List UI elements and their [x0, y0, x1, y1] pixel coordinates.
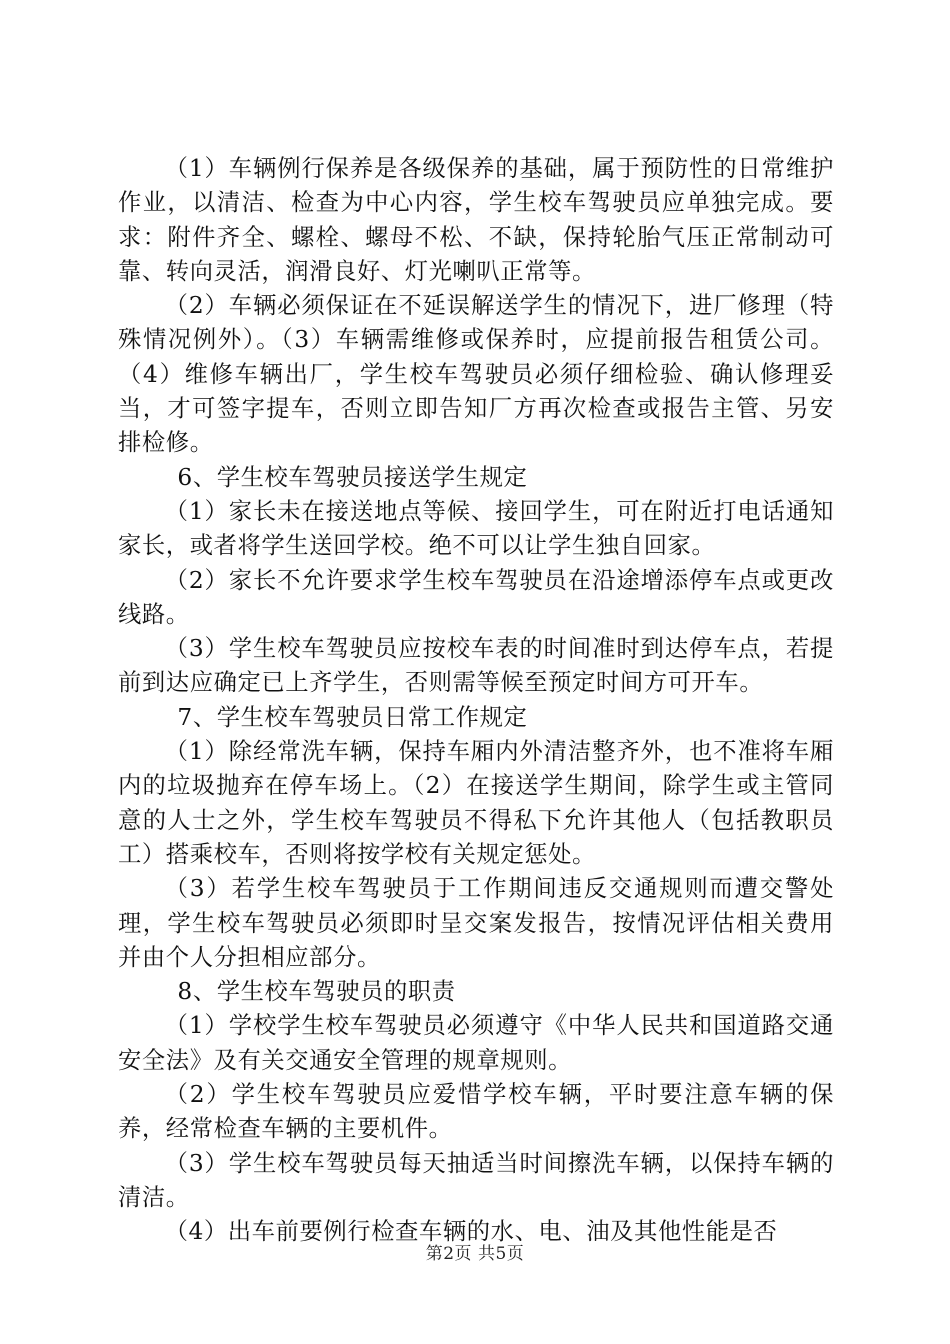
section-heading-8: 8、学生校车驾驶员的职责: [177, 978, 456, 1006]
page-number-footer: 第2页 共5页: [425, 1244, 525, 1264]
paragraph-pickup-1: （1）家长未在接送地点等候、接回学生，可在附近打电话通知家长，或者将学生送回学校。绝不可以让学生独自回家。: [118, 497, 834, 560]
paragraph-daily-2: （3）若学生校车驾驶员于工作期间违反交通规则而遭交警处理，学生校车驾驶员必须即时呈交案发报告，按情况评估相关费用并由个人分担相应部分。: [118, 875, 834, 971]
paragraph-pickup-2: （2）家长不允许要求学生校车驾驶员在沿途增添停车点或更改线路。: [118, 566, 834, 628]
paragraph-maintenance-1: （1）车辆例行保养是各级保养的基础，属于预防性的日常维护作业，以清洁、检查为中心内容，学生校车驾驶员应单独完成。要求：附件齐全、螺栓、螺母不松、不缺，保持轮胎气压正常制动可靠、转向灵活，润滑良好、灯光喇叭正常等。: [118, 155, 834, 285]
paragraph-pickup-3: （3）学生校车驾驶员应按校车表的时间准时到达停车点，若提前到达应确定已上齐学生，否则需等候至预定时间方可开车。: [118, 635, 834, 697]
section-heading-7: 7、学生校车驾驶员日常工作规定: [177, 703, 528, 731]
paragraph-duty-2: （2）学生校车驾驶员应爱惜学校车辆，平时要注意车辆的保养，经常检查车辆的主要机件。: [118, 1081, 834, 1143]
paragraph-daily-1: （1）除经常洗车辆，保持车厢内外清洁整齐外，也不准将车厢内的垃圾抛弃在停车场上。（2）在接送学生期间，除学生或主管同意的人士之外，学生校车驾驶员不得私下允许其他人（包括教职员工）搭乘校车，否则将按学校有关规定惩处。: [118, 738, 834, 868]
document-body: [118, 152, 834, 1250]
section-heading-6: 6、学生校车驾驶员接送学生规定: [177, 463, 528, 491]
paragraph-duty-1: （1）学校学生校车驾驶员必须遵守《中华人民共和国道路交通安全法》及有关交通安全管理的规章规则。: [118, 1012, 834, 1074]
paragraph-duty-4: （4）出车前要例行检查车辆的水、电、油及其他性能是否: [164, 1218, 778, 1246]
paragraph-maintenance-2: （2）车辆必须保证在不延误解送学生的情况下，进厂修理（特殊情况例外）。（3）车辆需维修或保养时，应提前报告租赁公司。（4）维修车辆出厂，学生校车驾驶员必须仔细检验、确认修理妥当，才可签字提车，否则立即告知厂方再次检查或报告主管、另安排检修。: [118, 292, 834, 457]
paragraph-duty-3: （3）学生校车驾驶员每天抽适当时间擦洗车辆，以保持车辆的清洁。: [118, 1149, 834, 1211]
